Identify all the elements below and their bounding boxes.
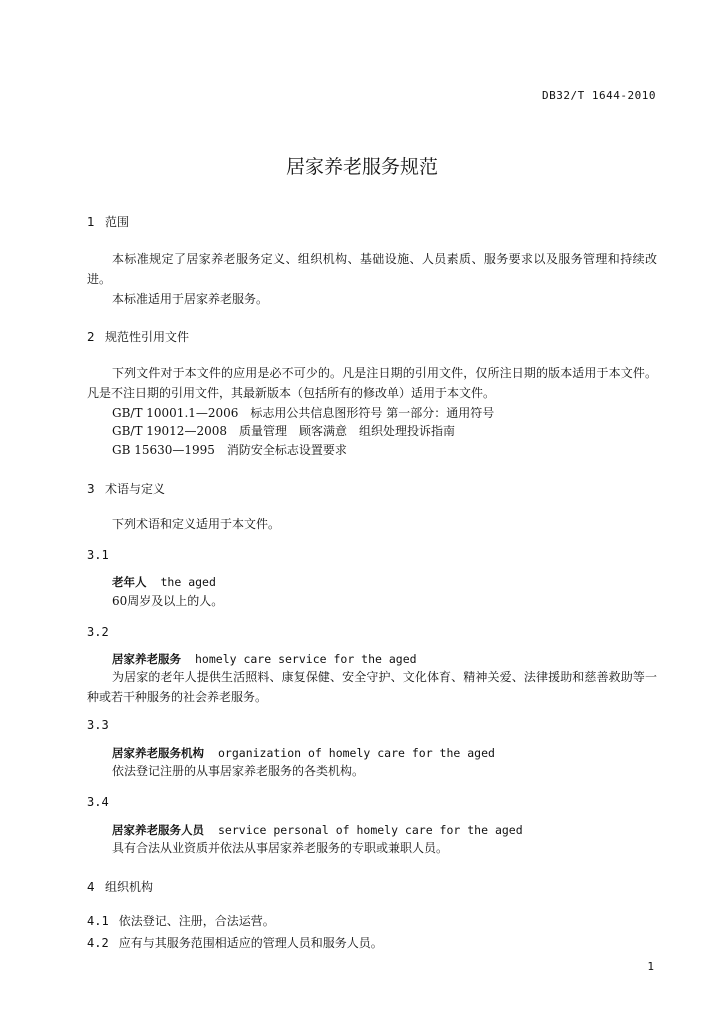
section-title: 术语与定义 xyxy=(105,482,166,496)
page-number: 1 xyxy=(647,960,654,973)
section-title: 范围 xyxy=(105,215,130,229)
section-3-heading xyxy=(87,480,165,497)
term-en: organization of homely care for the aged xyxy=(218,746,495,760)
section-1-paragraph-2: 本标准适用于居家养老服务。 xyxy=(112,292,269,306)
term-entry xyxy=(112,745,495,761)
clause-text: 应有与其服务范围相适应的管理人员和服务人员。 xyxy=(118,936,383,950)
term-entry xyxy=(112,822,523,838)
normative-reference: GB 15630—1995 消防安全标志设置要求 xyxy=(112,443,347,457)
section-number: 3 xyxy=(87,482,95,496)
term-zh: 居家养老服务 xyxy=(112,652,181,666)
term-number: 3.1 xyxy=(87,548,109,562)
section-title: 规范性引用文件 xyxy=(105,330,190,344)
term-zh: 居家养老服务人员 xyxy=(112,823,204,837)
section-2-heading xyxy=(87,328,189,345)
normative-reference: GB/T 19012—2008 质量管理 顾客满意 组织处理投诉指南 xyxy=(112,424,455,438)
term-definition: 为居家的老年人提供生活照料、康复保健、安全守护、文化体育、精神关爱、法律援助和慈善救助等一种或若干种服务的社会养老服务。 xyxy=(87,670,657,704)
section-1-heading xyxy=(87,213,129,230)
section-2-paragraph-1: 下列文件对于本文件的应用是必不可少的。凡是注日期的引用文件，仅所注日期的版本适用于本文件。凡是不注日期的引用文件，其最新版本（包括所有的修改单）适用于本文件。 xyxy=(87,366,657,400)
term-en: homely care service for the aged xyxy=(195,652,417,666)
standard-code: DB32/T 1644-2010 xyxy=(542,89,656,102)
term-number: 3.2 xyxy=(87,625,109,639)
section-number: 1 xyxy=(87,215,95,229)
term-en: service personal of homely care for the aged xyxy=(218,823,523,837)
term-number: 3.4 xyxy=(87,795,109,809)
document-title: 居家养老服务规范 xyxy=(285,156,438,178)
clause-text: 依法登记、注册，合法运营。 xyxy=(118,914,275,928)
term-zh: 居家养老服务机构 xyxy=(112,746,204,760)
term-entry xyxy=(112,651,417,667)
section-number: 4 xyxy=(87,880,95,894)
term-number: 3.3 xyxy=(87,718,109,732)
term-definition: 具有合法从业资质并依法从事居家养老服务的专职或兼职人员。 xyxy=(112,841,449,855)
term-zh: 老年人 xyxy=(112,575,147,589)
term-definition: 60周岁及以上的人。 xyxy=(112,594,224,608)
section-number: 2 xyxy=(87,330,95,344)
clause-item xyxy=(87,934,383,951)
term-entry xyxy=(112,574,216,590)
term-en: the aged xyxy=(160,575,216,589)
section-4-heading xyxy=(87,878,153,895)
clause-number: 4.1 xyxy=(87,914,109,928)
normative-reference: GB/T 10001.1—2006 标志用公共信息图形符号 第一部分：通用符号 xyxy=(112,406,495,420)
term-definition: 依法登记注册的从事居家养老服务的各类机构。 xyxy=(112,764,365,778)
section-title: 组织机构 xyxy=(105,880,154,894)
section-1-paragraph-1: 本标准规定了居家养老服务定义、组织机构、基础设施、人员素质、服务要求以及服务管理和持续改进。 xyxy=(87,252,657,286)
clause-item xyxy=(87,912,275,929)
clause-number: 4.2 xyxy=(87,936,109,950)
section-3-paragraph-1: 下列术语和定义适用于本文件。 xyxy=(112,517,281,531)
